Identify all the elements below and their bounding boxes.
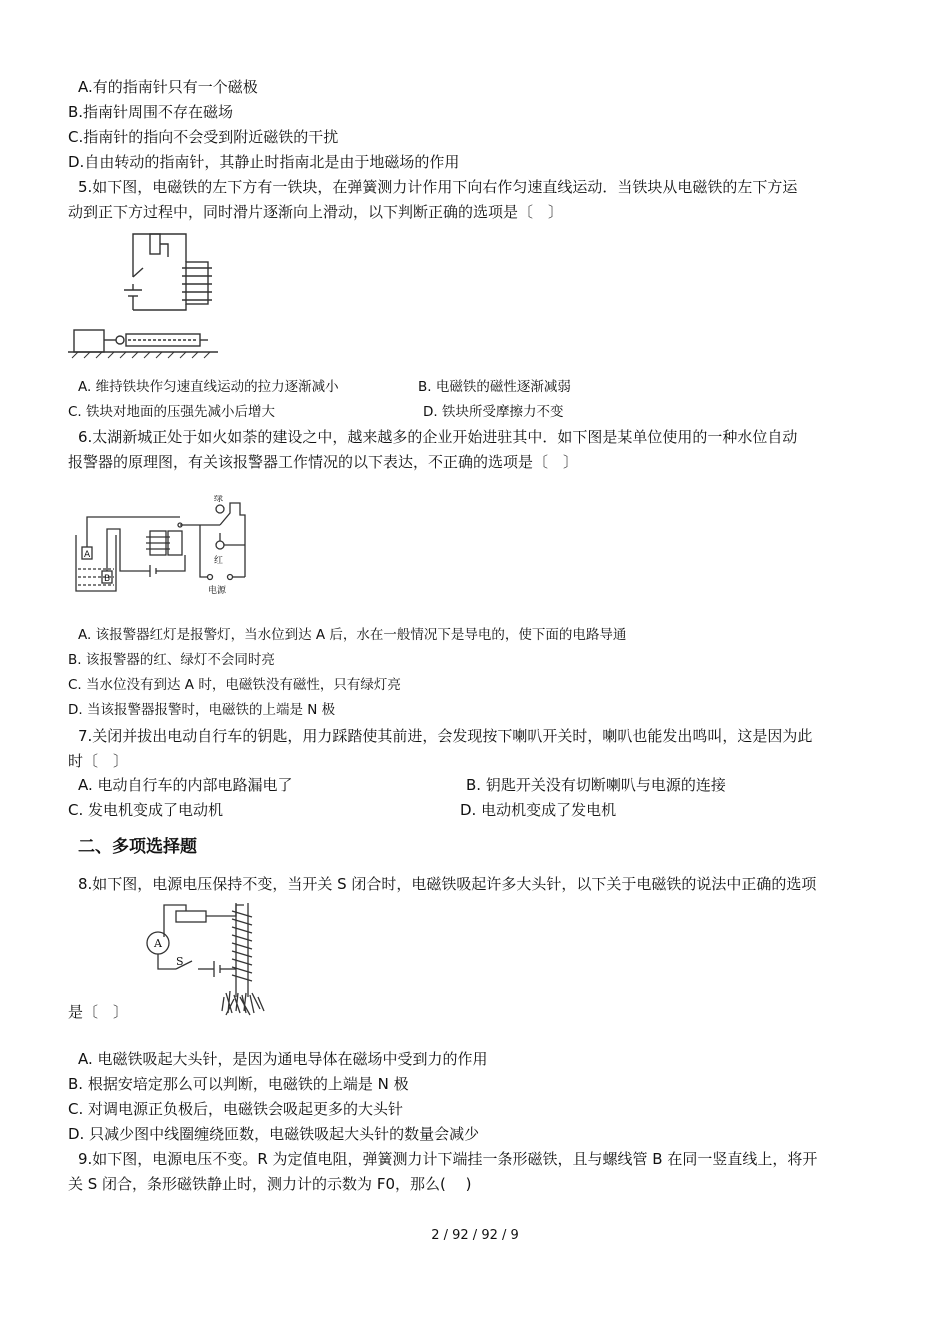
q5-option-b: B. 电磁铁的磁性逐渐减弱 bbox=[418, 379, 571, 395]
q8-option-a: A. 电磁铁吸起大头针，是因为通电导体在磁场中受到力的作用 bbox=[78, 1050, 488, 1068]
q8-option-c: C. 对调电源正负极后，电磁铁会吸起更多的大头针 bbox=[68, 1100, 404, 1118]
q6-option-b: B. 该报警器的红、绿灯不会同时亮 bbox=[68, 652, 275, 668]
q8-stem-line1: 8.如下图，电源电压保持不变，当开关 S 闭合时，电磁铁吸起许多大头针，以下关于电磁铁的说法中正确的选项 bbox=[78, 875, 817, 893]
q6-label-red: 红 bbox=[214, 556, 224, 566]
q4-option-a: A.有的指南针只有一个磁极 bbox=[78, 78, 258, 96]
q4-option-b: B.指南针周围不存在磁场 bbox=[68, 103, 234, 121]
q8-option-b: B. 根据安培定那么可以判断，电磁铁的上端是 N 极 bbox=[68, 1075, 409, 1093]
q7-option-d: D. 电动机变成了发电机 bbox=[460, 801, 617, 819]
q6-stem-line1: 6.太湖新城正处于如火如荼的建设之中，越来越多的企业开始进驻其中．如下图是某单位使用的一种水位自动 bbox=[78, 428, 798, 446]
q5-electromagnet-figure bbox=[68, 222, 223, 360]
q7-stem-line1: 7.关闭并拔出电动自行车的钥匙，用力踩踏使其前进，会发现按下喇叭开关时，喇叭也能发出鸣叫，这是因为此 bbox=[78, 727, 813, 745]
section-title: 二、多项选择题 bbox=[78, 837, 197, 857]
page-number: 2 / 92 / 92 / 9 bbox=[431, 1228, 519, 1243]
q6-option-c: C. 当水位没有到达 A 时，电磁铁没有磁性，只有绿灯亮 bbox=[68, 677, 401, 693]
q6-option-a: A. 该报警器红灯是报警灯，当水位到达 A 后，水在一般情况下是导电的，使下面的电路导通 bbox=[78, 627, 627, 643]
q6-label-green: 绿 bbox=[214, 495, 224, 504]
q6-stem-line2: 报警器的原理图，有关该报警器工作情况的以下表达，不正确的选项是〔 〕 bbox=[68, 453, 579, 471]
q5-option-a: A. 维持铁块作匀速直线运动的拉力逐渐减小 bbox=[78, 379, 339, 395]
q8-option-d: D. 只减少图中线圈缠绕匝数，电磁铁吸起大头针的数量会减少 bbox=[68, 1125, 480, 1143]
q5-stem-line1: 5.如下图，电磁铁的左下方有一铁块，在弹簧测力计作用下向右作匀速直线运动．当铁块从电磁铁的左下方运 bbox=[78, 178, 798, 196]
q7-option-b: B. 钥匙开关没有切断喇叭与电源的连接 bbox=[466, 776, 726, 794]
q7-option-a: A. 电动自行车的内部电路漏电了 bbox=[78, 776, 293, 794]
q6-label-power: 电源 bbox=[208, 586, 227, 596]
q8-stem-line2: 是〔 〕 bbox=[68, 1003, 129, 1021]
q7-option-c: C. 发电机变成了电动机 bbox=[68, 801, 224, 819]
q4-option-c: C.指南针的指向不会受到附近磁铁的干扰 bbox=[68, 128, 339, 146]
q5-option-d: D. 铁块所受摩擦力不变 bbox=[423, 404, 564, 420]
q6-water-alarm-figure bbox=[70, 495, 250, 597]
q6-label-a: A bbox=[84, 550, 91, 560]
q6-label-b: B bbox=[104, 574, 111, 584]
q8-label-switch: S bbox=[176, 955, 184, 968]
q5-option-c: C. 铁块对地面的压强先减小后增大 bbox=[68, 404, 276, 420]
q9-stem-line1: 9.如下图，电源电压不变。R 为定值电阻，弹簧测力计下端挂一条形磁铁，且与螺线管 B 在同一竖直线上，将开 bbox=[78, 1150, 818, 1168]
q7-stem-line2: 时〔 〕 bbox=[68, 752, 129, 770]
q9-stem-line2: 关 S 闭合，条形磁铁静止时，测力计的示数为 F0，那么( ) bbox=[68, 1175, 472, 1193]
q8-label-ammeter: A bbox=[154, 937, 162, 950]
q6-option-d: D. 当该报警器报警时，电磁铁的上端是 N 极 bbox=[68, 702, 336, 718]
q4-option-d: D.自由转动的指南针，其静止时指南北是由于地磁场的作用 bbox=[68, 153, 460, 171]
q8-electromagnet-pins-figure bbox=[140, 897, 270, 1017]
q5-stem-line2: 动到正下方过程中，同时滑片逐渐向上滑动，以下判断正确的选项是〔 〕 bbox=[68, 203, 564, 221]
